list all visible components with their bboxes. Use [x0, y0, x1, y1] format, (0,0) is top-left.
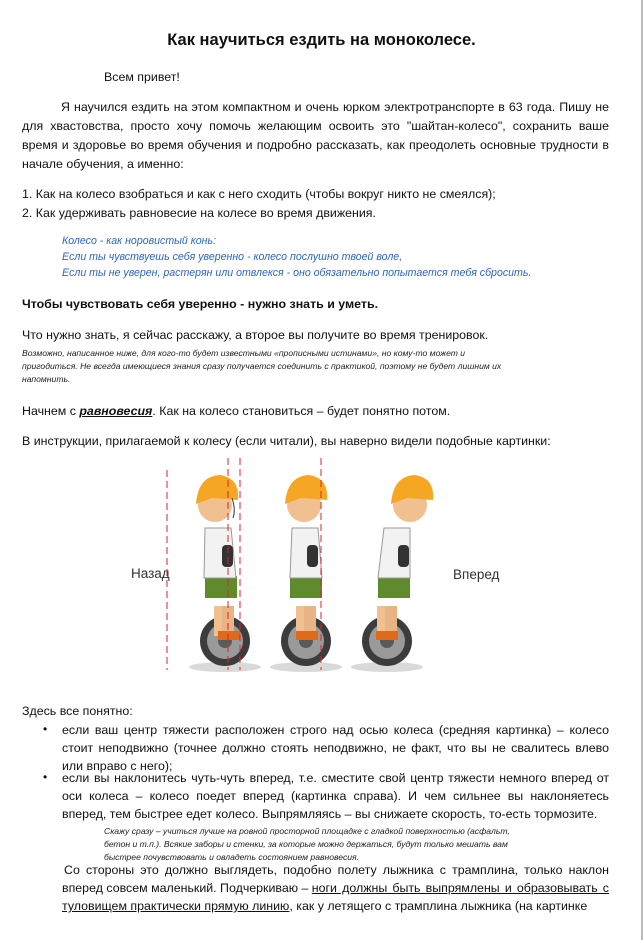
final-line	[62, 880, 609, 897]
final-underlined: туловищем практически прямую линию	[62, 899, 290, 913]
quote-line: Колесо - как норовистый конь:	[62, 235, 217, 247]
note-line: Скажу сразу – учиться лучше на ровной просторной площадке с гладкой поверхностью (асфальт,	[104, 826, 510, 836]
rider-leaning-back	[189, 475, 261, 672]
note-line: Возможно, написанное ниже, для кого-то будет известными «прописными истинами», но кому-то может и	[22, 348, 466, 358]
bullet-line: стоит неподвижно (точнее должно стоять неподвижно, не факт, что вы не свалитесь влево	[62, 741, 609, 755]
note-line: пригодиться. Не всегда имеющиеся знания сразу получается соединить с практикой, поэтому не будет лишним их	[22, 361, 502, 371]
bullet-line: вперед, тем быстрее едет колесо. Выпрямляясь – вы снижаете скорость, то-есть тормозите.	[62, 807, 598, 821]
know-paragraph: Что нужно знать, я сейчас расскажу, а второе вы получите во время тренировок.	[22, 328, 489, 342]
note-line: напомнить.	[22, 374, 71, 384]
quote-line: Если ты не уверен, растерян или отвлекся - оно обязательно попытается тебя сбросить.	[62, 267, 532, 279]
intro-line: Я научился ездить на этом компактном и очень юрком электротранспорте в 63 года. Пишу не	[61, 100, 609, 114]
balance-keyword: равновесия	[79, 404, 153, 418]
note-line: бетон и т.п.). Всякие заборы и стенки, за которые можно держаться, будут только мешать вам	[104, 839, 508, 849]
bullet-dot: •	[43, 770, 48, 784]
bullet-line: если ваш центр тяжести расположен строго над осью колеса (средняя картинка) – колесо	[62, 723, 609, 737]
balance-pre: Начнем с	[22, 404, 80, 418]
clear-paragraph: Здесь все понятно:	[22, 704, 133, 718]
list-item: 2. Как удерживать равновесие на колесе во время движения.	[22, 206, 376, 220]
final-text: вперед совсем маленький. Подчеркиваю –	[62, 881, 312, 895]
greeting: Всем привет!	[104, 70, 180, 84]
rider-upright	[270, 475, 342, 672]
bullet-line: если вы наклонитесь чуть-чуть вперед, т.е. сместите свой центр тяжести немного вперед от	[62, 771, 609, 785]
section-heading: Чтобы чувствовать себя уверенно - нужно знать и уметь.	[22, 297, 379, 311]
intro-line: для хвастовства, просто хочу помочь желающим освоить это "шайтан-колесо", сохранить ваше	[22, 119, 609, 133]
page-title: Как научиться ездить на моноколесе.	[167, 31, 476, 49]
instruction-paragraph: В инструкции, прилагаемой к колесу (если читали), вы наверно видели подобные картинки:	[22, 434, 551, 448]
figure-label-back: Назад	[131, 566, 170, 581]
final-underlined: ноги должны быть выпрямлены и образовывать с	[311, 881, 609, 895]
final-line: Со стороны это должно выглядеть, подобно полету лыжника с трамплина, только наклон	[64, 863, 609, 877]
final-line	[62, 898, 609, 915]
final-text: , как у летящего с трамплина лыжника (на картинке	[289, 899, 588, 913]
rider-leaning-forward	[351, 475, 433, 672]
intro-line: время и здоровье во время обучения и подробно рассказать, как преодолеть основные трудности в	[22, 138, 609, 152]
balance-post: . Как на колесо становиться – будет понятно потом.	[152, 404, 451, 418]
bullet-line: или вправо с него);	[62, 759, 173, 773]
quote-line: Если ты чувствуешь себя уверенно - колесо послушно твоей воле,	[62, 251, 403, 263]
intro-line: начале обучения, а именно:	[22, 157, 184, 171]
unicycle-figure	[0, 440, 643, 680]
bullet-line: оси колеса – колесо поедет вперед (картинка справа). И чем сильнее вы наклоняетесь	[62, 789, 609, 803]
list-item: 1. Как на колесо взобраться и как с него сходить (чтобы вокруг никто не смеялся);	[22, 187, 496, 201]
bullet-dot: •	[43, 722, 48, 736]
balance-paragraph	[22, 403, 450, 420]
figure-label-forward: Вперед	[453, 567, 500, 582]
note-line: быстрее почувствовать и овладеть состоянием равновесия.	[104, 852, 360, 862]
